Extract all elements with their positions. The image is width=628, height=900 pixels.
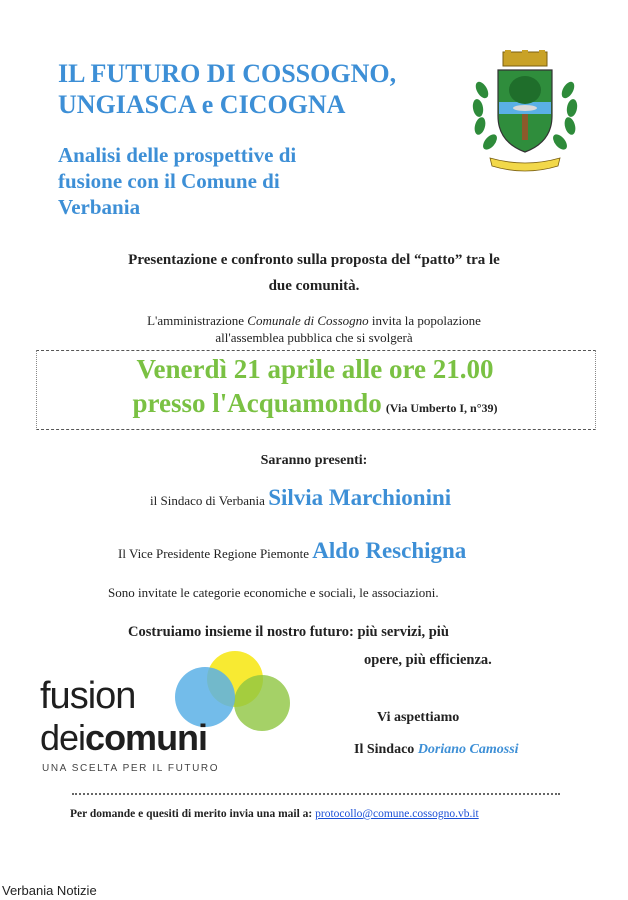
page-title: IL FUTURO DI COSSOGNO, UNGIASCA e CICOGNA	[58, 59, 397, 119]
event-location	[36, 388, 594, 419]
page-subtitle: Analisi delle prospettive di fusione con il Comune di Verbania	[58, 143, 297, 219]
event-date: Venerdì 21 aprile alle ore 21.00	[136, 354, 494, 384]
attendee-row	[150, 485, 451, 511]
categories-text: Sono invitate le categorie economiche e sociali, le associazioni.	[108, 585, 439, 600]
signature: Il Sindaco Doriano Camossi	[354, 742, 519, 757]
footer-credit: Verbania Notizie	[2, 883, 97, 898]
attendee-name: Aldo Reschigna	[312, 538, 467, 563]
logo-tagline: UNA SCELTA PER IL FUTURO	[42, 763, 220, 774]
logo-word-dei-comuni: deicomuni	[40, 717, 208, 758]
attendee-row	[118, 538, 466, 564]
event-place: presso l'Acquamondo	[132, 388, 382, 418]
presentation-text: Presentazione e confronto sulla proposta del “patto” tra le due comunità.	[128, 252, 500, 294]
fusione-dei-comuni-logo	[40, 645, 300, 780]
cossogno-coat-of-arms-icon	[470, 50, 580, 178]
attendees-heading: Saranno presenti:	[260, 453, 368, 468]
divider	[72, 793, 560, 795]
attendee-role: il Sindaco di Verbania	[150, 493, 269, 508]
closing-greeting: Vi aspettiamo	[377, 710, 460, 725]
attendee-role: Il Vice Presidente Regione Piemonte	[118, 546, 313, 561]
event-address: (Via Umberto I, n°39)	[385, 401, 498, 415]
motto-text: Costruiamo insieme il nostro futuro: più servizi, più opere, più efficienza.	[128, 624, 492, 668]
invitation-text: L'amministrazione Comunale di Cossogno invita la popolazione all'assemblea pubblica che si svolgerà	[147, 313, 481, 345]
contact-email-link[interactable]: protocollo@comune.cossogno.vb.it	[315, 808, 479, 820]
attendee-name: Silvia Marchionini	[268, 485, 452, 510]
contact-line: Per domande e quesiti di merito invia una mail a: protocollo@comune.cossogno.vb.it	[70, 808, 479, 820]
logo-word-fusione: fusione	[40, 675, 156, 717]
